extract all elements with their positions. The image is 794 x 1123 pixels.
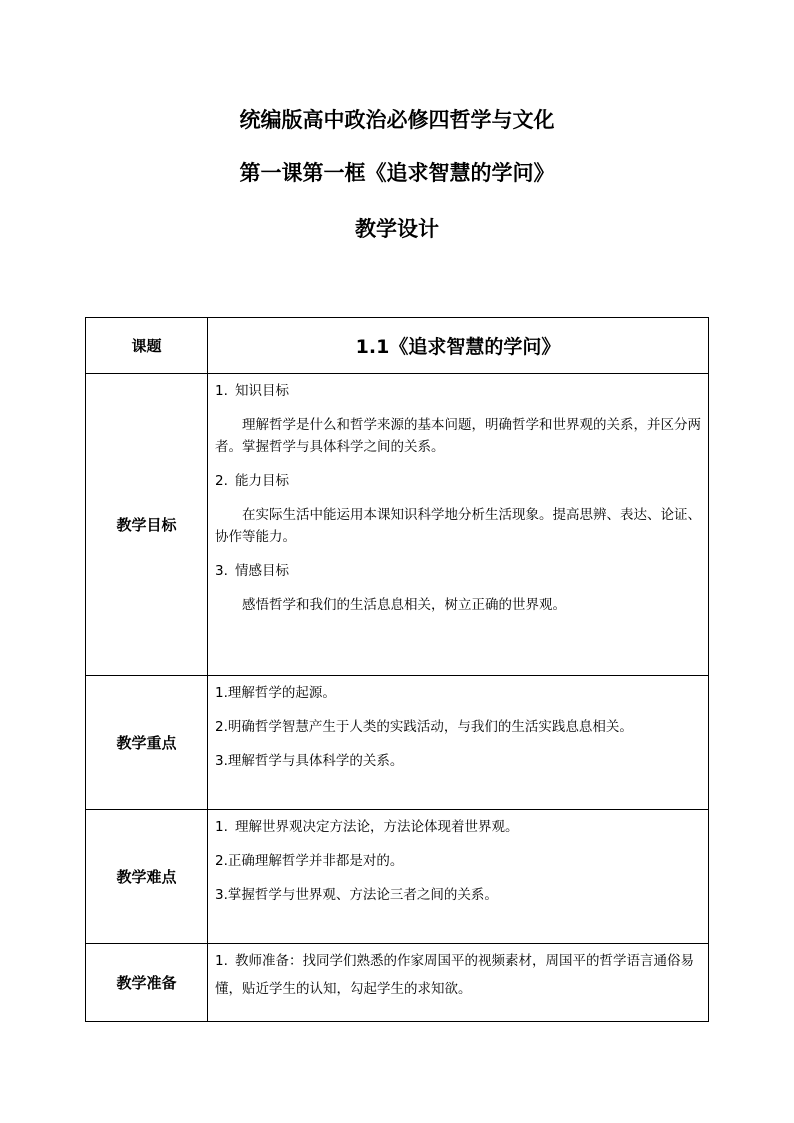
- list-number: 1.: [215, 819, 228, 835]
- document-title: 统编版高中政治必修四哲学与文化: [239, 108, 555, 132]
- table-row-key-points: [86, 676, 709, 810]
- preparation-item: [215, 947, 702, 1003]
- topic-value: 1.1《追求智慧的学问》: [208, 318, 709, 374]
- key-point-item: 3.理解哲学与具体科学的关系。: [215, 753, 404, 769]
- knowledge-heading: [215, 380, 702, 402]
- key-points-label: 教学重点: [86, 676, 208, 810]
- table-row-difficulties: [86, 810, 709, 944]
- difficulties-content: [208, 810, 708, 914]
- ability-heading: [215, 470, 702, 492]
- list-number: 2.: [215, 473, 228, 489]
- lesson-plan-table: [85, 317, 709, 1022]
- list-number: 3.: [215, 563, 228, 579]
- emotion-heading-text: 情感目标: [235, 563, 289, 579]
- document-type: 教学设计: [355, 217, 439, 241]
- difficulty-item-text: 理解世界观决定方法论，方法论体现着世界观。: [235, 819, 519, 835]
- key-point-item: 1.理解哲学的起源。: [215, 685, 336, 701]
- knowledge-text: 理解哲学是什么和哲学来源的基本问题，明确哲学和世界观的关系，并区分两者。掌握哲学与具体科学之间的关系。: [215, 417, 701, 455]
- difficulties-label: 教学难点: [86, 810, 208, 944]
- difficulties-cell: [208, 810, 709, 944]
- difficulty-item: 3.掌握哲学与世界观、方法论三者之间的关系。: [215, 887, 498, 903]
- key-point-item: 2.明确哲学智慧产生于人类的实践活动，与我们的生活实践息息相关。: [215, 719, 633, 735]
- preparation-item-text: 教师准备：找同学们熟悉的作家周国平的视频素材，周国平的哲学语言通俗易懂，贴近学生的认知，勾起学生的求知欲。: [215, 953, 694, 997]
- knowledge-heading-text: 知识目标: [235, 383, 289, 399]
- objectives-content: [208, 374, 708, 624]
- table-row-topic: [86, 318, 709, 374]
- preparation-label: 教学准备: [86, 944, 208, 1022]
- key-points-content: [208, 676, 708, 780]
- preparation-cell: [208, 944, 709, 1022]
- emotion-heading: [215, 560, 702, 582]
- table-row-objectives: [86, 374, 709, 676]
- objectives-cell: [208, 374, 709, 676]
- table-row-preparation: [86, 944, 709, 1022]
- list-number: 1.: [215, 383, 228, 399]
- topic-label: 课题: [86, 318, 208, 374]
- preparation-content: [208, 944, 708, 1011]
- difficulty-item: 2.正确理解哲学并非都是对的。: [215, 853, 404, 869]
- lesson-subtitle: 第一课第一框《追求智慧的学问》: [239, 161, 555, 185]
- difficulty-item: [215, 816, 702, 838]
- emotion-text: 感悟哲学和我们的生活息息相关，树立正确的世界观。: [242, 597, 566, 613]
- key-points-cell: [208, 676, 709, 810]
- ability-heading-text: 能力目标: [235, 473, 289, 489]
- list-number: 1.: [215, 953, 228, 969]
- ability-text: 在实际生活中能运用本课知识科学地分析生活现象。提高思辨、表达、论证、协作等能力。: [215, 507, 701, 545]
- objectives-label: 教学目标: [86, 374, 208, 676]
